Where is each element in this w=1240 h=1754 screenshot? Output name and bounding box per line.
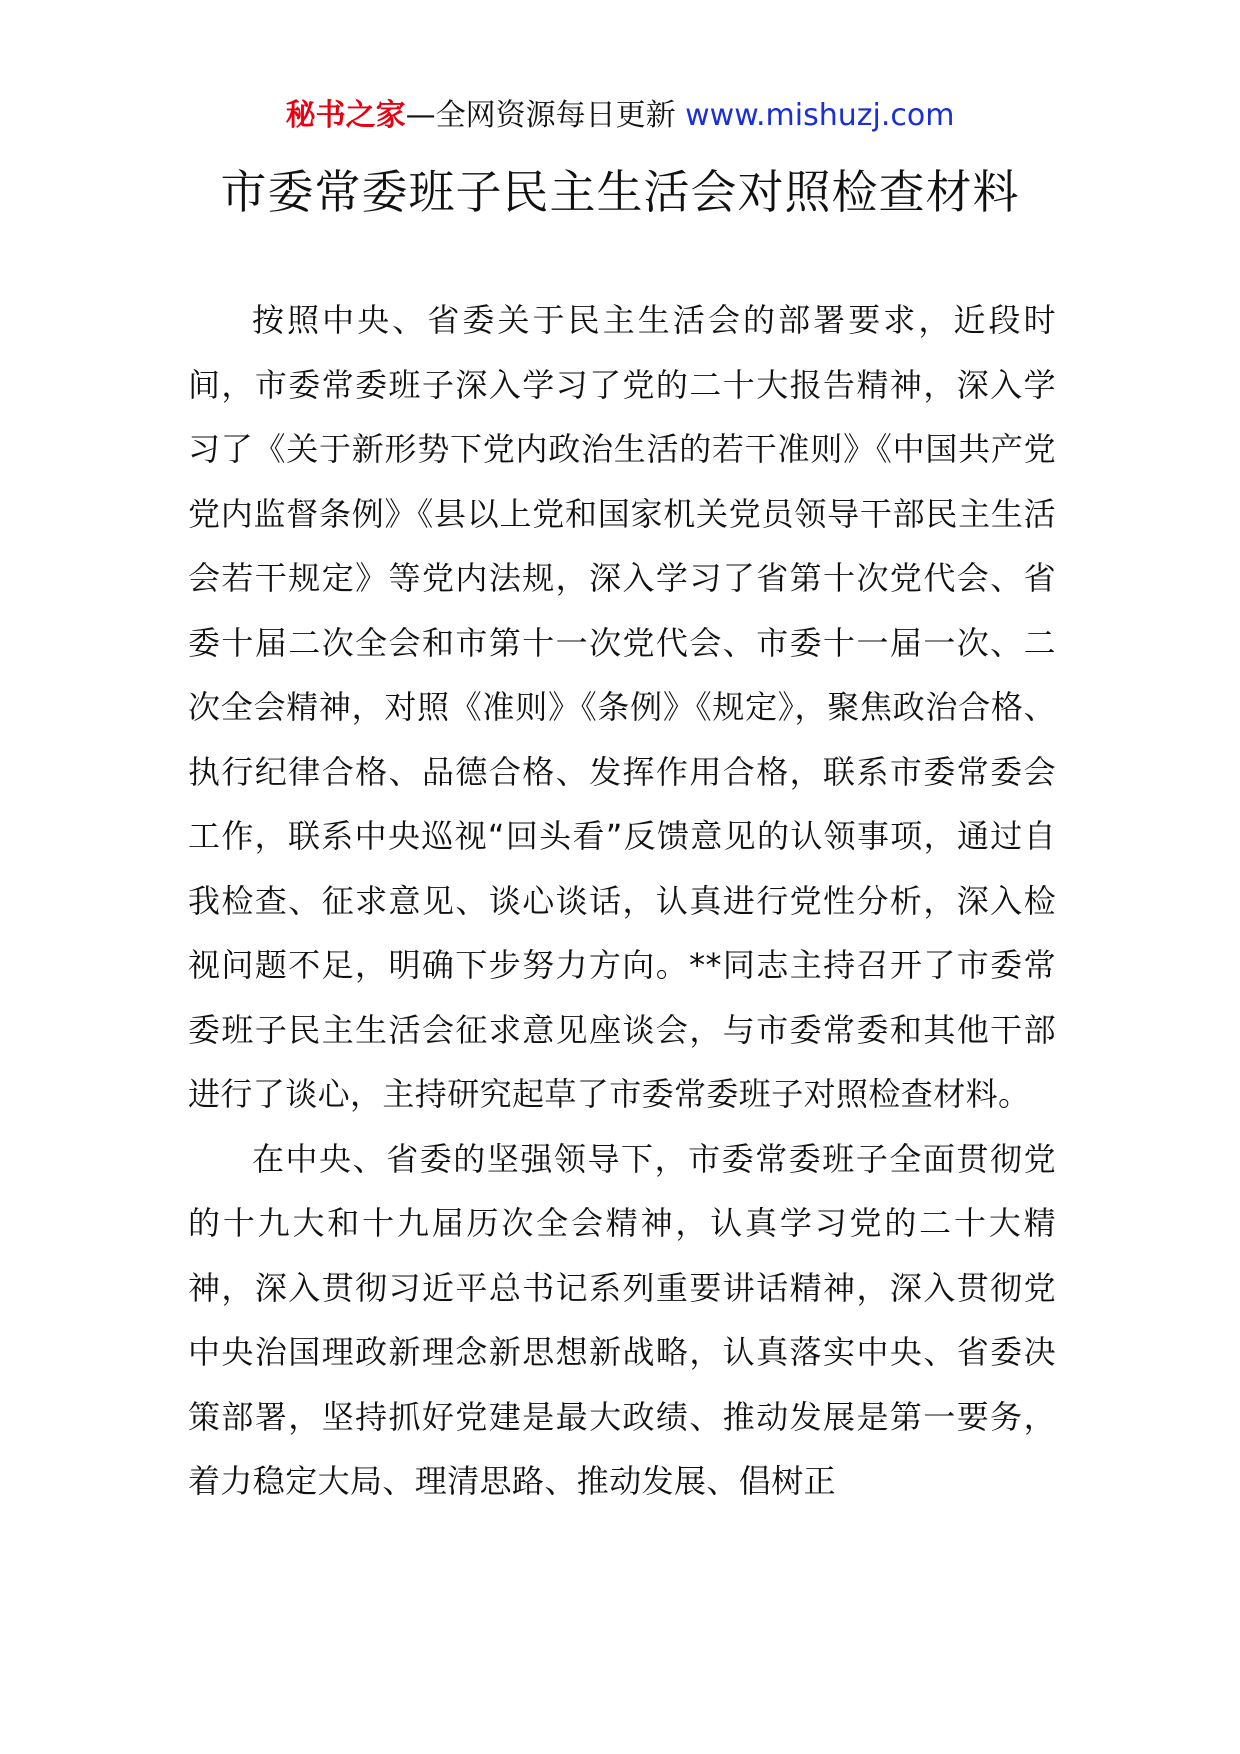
site-banner bbox=[0, 96, 1240, 136]
site-brand-name: 秘书之家 bbox=[285, 98, 406, 133]
site-url-link[interactable]: www.mishuzj.com bbox=[685, 98, 955, 133]
document-title: 市委常委班子民主生活会对照检查材料 bbox=[220, 165, 1020, 219]
body-paragraph-2: 在中央、省委的坚强领导下，市委常委班子全面贯彻党的十九大和十九届历次全会精神，认真学习党的二十大精神，深入贯彻习近平总书记系列重要讲话精神，深入贯彻党中央治国理政新理念新思想新战略，认真落实中央、省委决策部署，坚持抓好党建是最大政绩、推动发展是第一要务，着力稳定大局、理清思路、推动发展、倡树正 bbox=[188, 1139, 1056, 1500]
site-slogan: —全网资源每日更新 bbox=[405, 98, 676, 133]
body-paragraph-1: 按照中央、省委关于民主生活会的部署要求，近段时间，市委常委班子深入学习了党的二十大报告精神，深入学习了《关于新形势下党内政治生活的若干准则》《中国共产党党内监督条例》《县以上党和国家机关党员领导干部民主生活会若干规定》等党内法规，深入学习了省第十次党代会、省委十届二次全会和市第十一次党代会、市委十一届一次、二次全会精神，对照《准则》《条例》《规定》，聚焦政治合格、执行纪律合格、品德合格、发挥作用合格，联系市委常委会工作，联系中央巡视“回头看”反馈意见的认领事项，通过自我检查、征求意见、谈心谈话，认真进行党性分析，深入检视问题不足，明确下步努力方向。**同志主持召开了市委常委班子民主生活会征求意见座谈会，与市委常委和其他干部进行了谈心，主持研究起草了市委常委班子对照检查材料。 bbox=[188, 301, 1056, 1113]
document-body bbox=[188, 288, 1056, 1514]
